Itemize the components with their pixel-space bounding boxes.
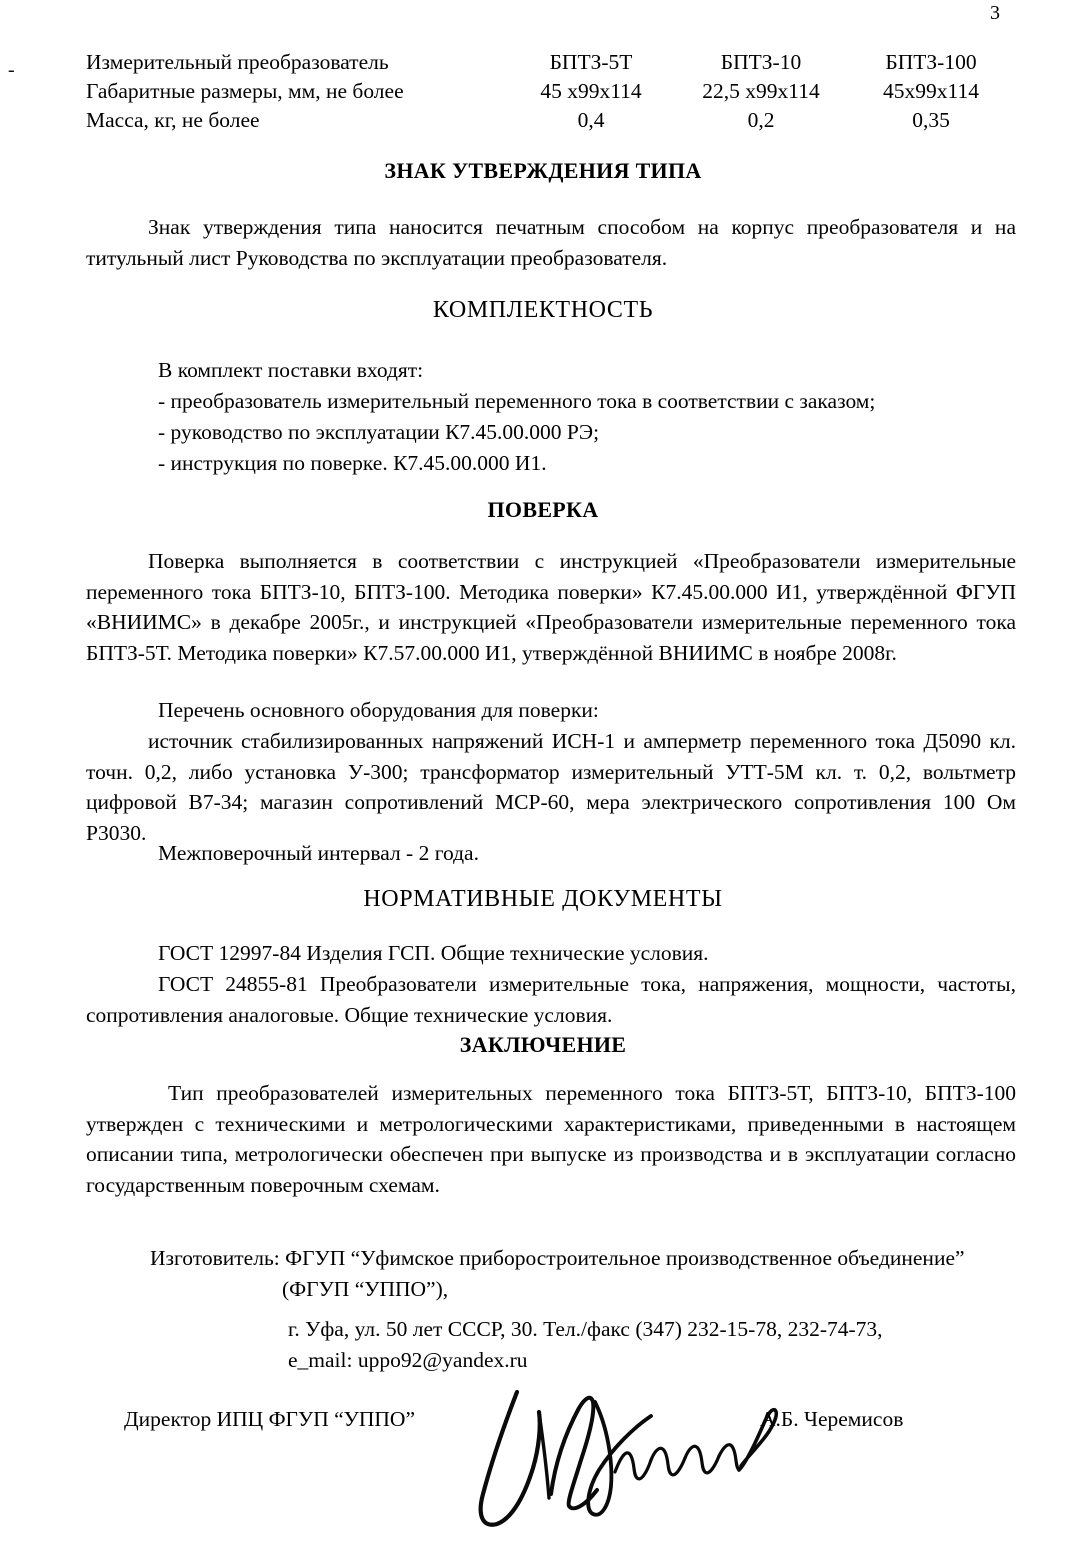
cell-value: 0,4 bbox=[577, 108, 605, 132]
cell-value: 0,35 bbox=[912, 108, 950, 132]
completeness-intro: В комплект поставки входят: bbox=[158, 358, 424, 382]
section-heading-completeness: КОМПЛЕКТНОСТЬ bbox=[432, 297, 654, 323]
page-number: 3 bbox=[990, 2, 1000, 24]
cell-value: 45х99х114 bbox=[883, 79, 979, 103]
handwritten-signature bbox=[455, 1368, 795, 1558]
type-mark-paragraph: Знак утверждения типа наносится печатным способом на корпус преобразователя и на титульный лист Руководства по эксплуатации преобразователя. bbox=[86, 215, 1016, 270]
manufacturer-email: e_mail: uppo92@yandex.ru bbox=[288, 1348, 528, 1372]
table-row bbox=[86, 48, 1016, 77]
completeness-item: - преобразователь измерительный переменного тока в соответствии с заказом; bbox=[158, 389, 876, 413]
cell-value: 22,5 х99х114 bbox=[702, 79, 820, 103]
table-row bbox=[86, 77, 1016, 106]
equipment-intro: Перечень основного оборудования для поверки: bbox=[158, 698, 599, 722]
row-label: Измерительный преобразователь bbox=[86, 50, 389, 74]
section-heading-type-mark: ЗНАК УТВЕРЖДЕНИЯ ТИПА bbox=[384, 158, 702, 183]
table-row bbox=[86, 106, 1016, 135]
row-label: Габаритные размеры, мм, не более bbox=[86, 79, 404, 103]
manufacturer-line: Изготовитель: ФГУП “Уфимское приборостроительное производственное объединение” bbox=[150, 1246, 965, 1270]
completeness-item: - инструкция по поверке. К7.45.00.000 И1. bbox=[158, 451, 547, 475]
section-heading-normative-docs: НОРМАТИВНЫЕ ДОКУМЕНТЫ bbox=[363, 886, 723, 912]
cell-value: БПТЗ-100 bbox=[885, 50, 977, 74]
cell-value: 45 х99х114 bbox=[540, 79, 642, 103]
gost-reference: ГОСТ 12997-84 Изделия ГСП. Общие технические условия. bbox=[158, 941, 709, 965]
conclusion-paragraph: Тип преобразователей измерительных переменного тока БПТЗ-5Т, БПТЗ-10, БПТЗ-100 утвержден с техническими и метрологическими характеристиками, приведенными в настоящем описании типа, метрологически обеспечен при выпуске из производства и в эксплуатации согласно государственным поверочным схемам. bbox=[86, 1081, 1016, 1197]
row-label: Масса, кг, не более bbox=[86, 108, 260, 132]
manufacturer-address: г. Уфа, ул. 50 лет СССР, 30. Тел./факс (347) 232-15-78, 232-74-73, bbox=[288, 1317, 883, 1341]
specification-table bbox=[86, 48, 1016, 135]
margin-artifact-dash: - bbox=[8, 59, 15, 81]
verification-paragraph: Поверка выполняется в соответствии с инструкцией «Преобразователи измерительные переменного тока БПТЗ-10, БПТЗ-100. Методика поверки» К7.45.00.000 И1, утверждённой ФГУП «ВНИИМС» в декабре 2005г., и инструкцией «Преобразователи измерительные переменного тока БПТЗ-5Т. Методика поверки» К7.57.00.000 И1, утверждённой ВНИИМС в ноябре 2008г. bbox=[86, 549, 1016, 665]
manufacturer-short-name: (ФГУП “УППО”), bbox=[282, 1277, 449, 1301]
completeness-item: - руководство по эксплуатации К7.45.00.000 РЭ; bbox=[158, 420, 600, 444]
verification-interval: Межповерочный интервал - 2 года. bbox=[158, 841, 479, 865]
director-title: Директор ИПЦ ФГУП “УППО” bbox=[124, 1407, 415, 1431]
section-heading-conclusion: ЗАКЛЮЧЕНИЕ bbox=[459, 1032, 627, 1057]
cell-value: 0,2 bbox=[747, 108, 775, 132]
equipment-list: источник стабилизированных напряжений ИСН-1 и амперметр переменного тока Д5090 кл. точн. 0,2, либо установка У-300; трансформатор измерительный УТТ-5М кл. т. 0,2, вольтметр цифровой В7-34; магазин сопротивлений МСР-60, мера электрического сопротивления 100 Ом Р3030. bbox=[86, 729, 1016, 845]
cell-value: БПТЗ-5Т bbox=[549, 50, 633, 74]
cell-value: БПТЗ-10 bbox=[720, 50, 802, 74]
section-heading-verification: ПОВЕРКА bbox=[487, 497, 599, 522]
gost-reference: ГОСТ 24855-81 Преобразователи измерительные тока, напряжения, мощности, частоты, сопротивления аналоговые. Общие технические условия. bbox=[86, 972, 1016, 1027]
director-name: А.Б. Черемисов bbox=[760, 1407, 904, 1431]
